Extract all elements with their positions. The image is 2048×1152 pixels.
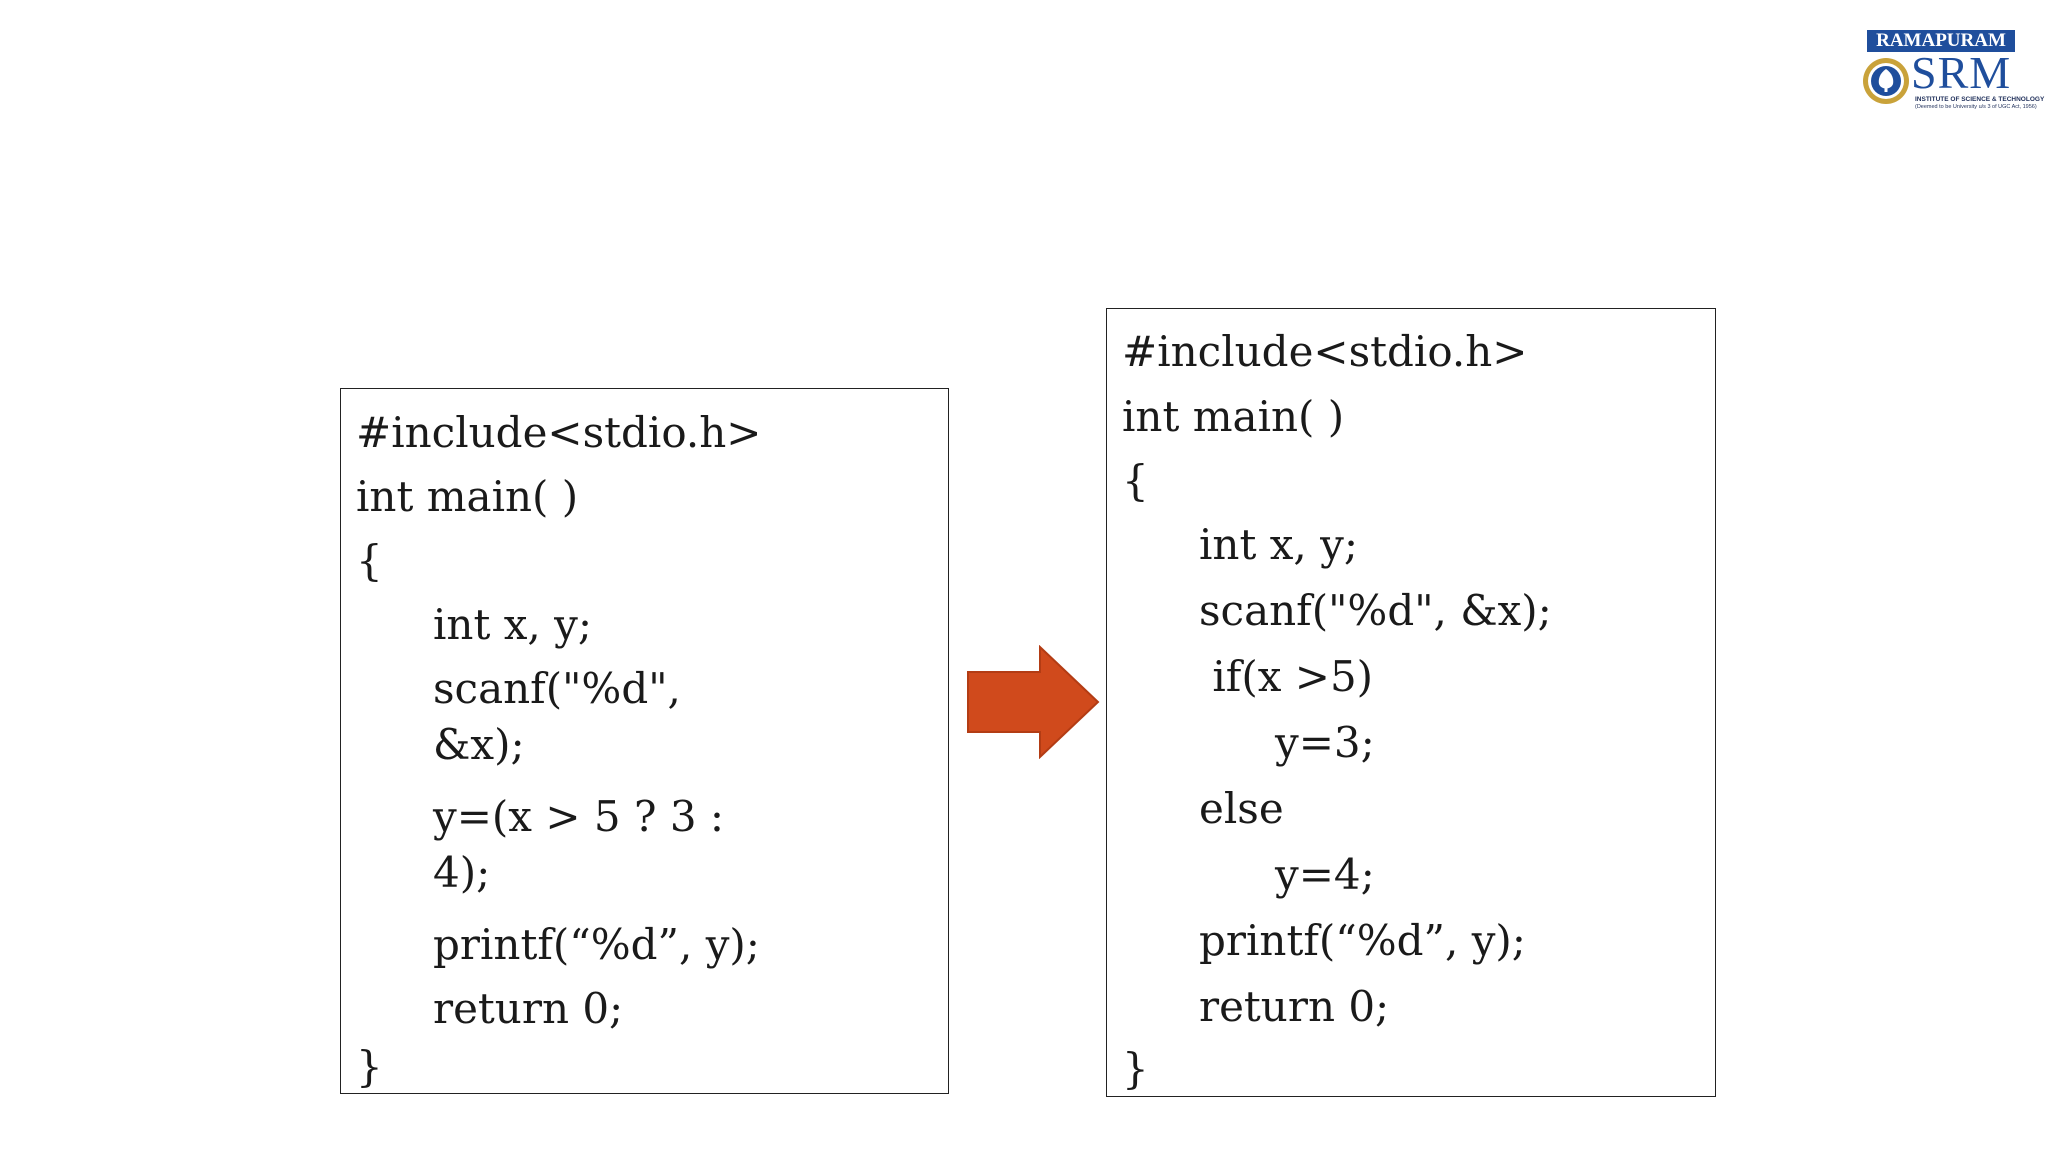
srm-logo xyxy=(1861,30,2045,112)
code-line: if(x >5) xyxy=(1199,652,1374,701)
logo-tagline: (Deemed to be University u/s 3 of UGC Act, 1956) xyxy=(1915,104,2037,110)
code-line: return 0; xyxy=(433,984,624,1033)
code-line: else xyxy=(1199,784,1284,833)
code-line: { xyxy=(1122,456,1149,505)
code-line: } xyxy=(356,1042,383,1091)
code-line: } xyxy=(1122,1044,1149,1093)
code-line: y=(x > 5 ? 3 : xyxy=(433,792,725,841)
right-arrow-icon xyxy=(966,645,1100,759)
code-line: &x); xyxy=(433,720,525,769)
code-line: printf(“%d”, y); xyxy=(433,920,760,969)
logo-banner-text: RAMAPURAM xyxy=(1867,30,2015,52)
code-line: { xyxy=(356,536,383,585)
code-line: scanf("%d", xyxy=(433,664,681,713)
seal-icon xyxy=(1861,56,1911,106)
logo-subtitle: INSTITUTE OF SCIENCE & TECHNOLOGY xyxy=(1915,96,2045,103)
code-line: int main( ) xyxy=(1122,392,1345,441)
code-line: #include<stdio.h> xyxy=(1122,327,1528,376)
code-line: int x, y; xyxy=(1199,520,1358,569)
code-line: y=4; xyxy=(1275,850,1375,899)
code-line: return 0; xyxy=(1199,982,1390,1031)
code-line: printf(“%d”, y); xyxy=(1199,916,1526,965)
code-line: #include<stdio.h> xyxy=(356,408,762,457)
code-line: scanf("%d", &x); xyxy=(1199,586,1552,635)
code-line: y=3; xyxy=(1275,718,1375,767)
code-line: int main( ) xyxy=(356,472,579,521)
if-else-code-box xyxy=(1106,308,1716,1097)
code-line: int x, y; xyxy=(433,600,592,649)
ternary-code-box xyxy=(340,388,949,1094)
code-line: 4); xyxy=(433,848,491,897)
logo-main-text: SRM xyxy=(1911,47,2012,98)
